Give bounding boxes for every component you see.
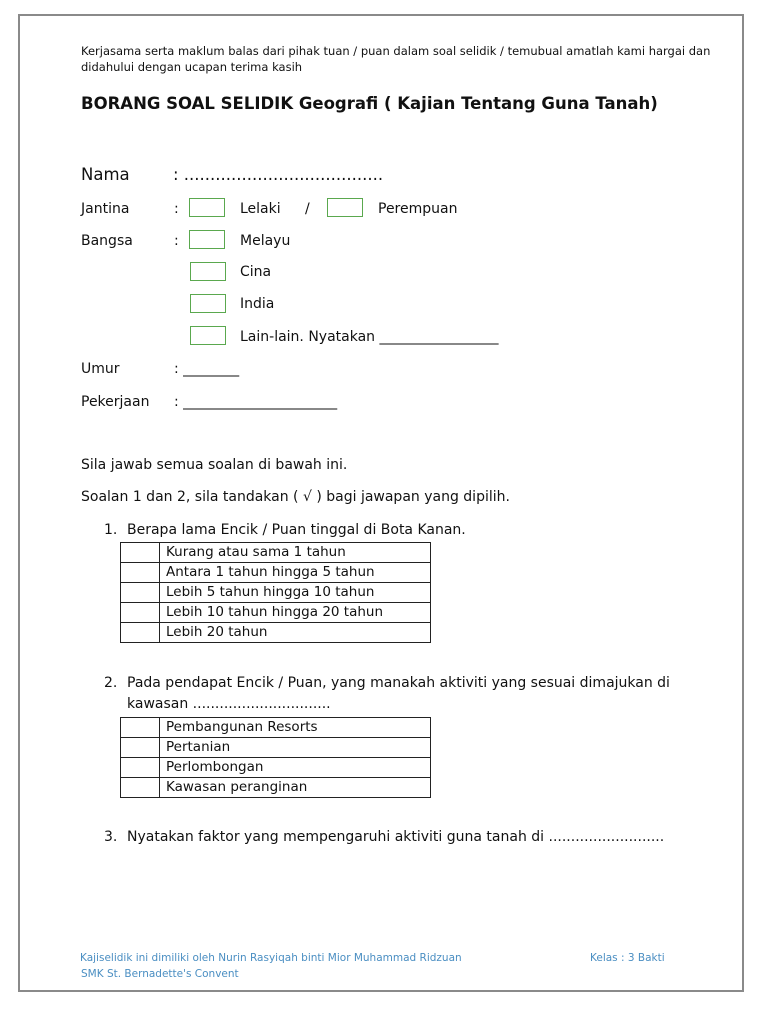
table-row	[121, 563, 431, 583]
footer-kelas: Kelas : 3 Bakti	[590, 952, 665, 964]
jantina-colon: :	[174, 201, 179, 217]
q2-option-2-mark[interactable]	[121, 738, 160, 758]
question-2-text-line-2: kawasan ...............................	[127, 696, 331, 712]
table-row	[121, 718, 431, 738]
perempuan-label: Perempuan	[378, 201, 458, 217]
gender-separator: /	[305, 201, 310, 217]
lain-lain-checkbox[interactable]	[190, 326, 226, 345]
bangsa-colon: :	[174, 233, 179, 249]
question-1-number: 1.	[104, 522, 118, 538]
q1-option-5-mark[interactable]	[121, 623, 160, 643]
pekerjaan-label: Pekerjaan	[81, 394, 150, 410]
q1-option-3-mark[interactable]	[121, 583, 160, 603]
nama-field[interactable]: : ......................................	[173, 165, 384, 184]
q1-option-4-label: Lebih 10 tahun hingga 20 tahun	[160, 603, 431, 623]
umur-field[interactable]: : ________	[174, 361, 240, 377]
q1-option-2-label: Antara 1 tahun hingga 5 tahun	[160, 563, 431, 583]
cina-label: Cina	[240, 264, 272, 280]
q1-option-5-label: Lebih 20 tahun	[160, 623, 431, 643]
q2-option-4-mark[interactable]	[121, 778, 160, 798]
melayu-label: Melayu	[240, 233, 291, 249]
lelaki-checkbox[interactable]	[189, 198, 225, 217]
q2-option-4-label: Kawasan peranginan	[160, 778, 431, 798]
question-2-text-line-1: Pada pendapat Encik / Puan, yang manakah aktiviti yang sesuai dimajukan di	[127, 675, 670, 691]
instruction-line-1: Sila jawab semua soalan di bawah ini.	[81, 457, 348, 473]
question-2-table	[120, 717, 431, 798]
table-row	[121, 603, 431, 623]
india-checkbox[interactable]	[190, 294, 226, 313]
jantina-label: Jantina	[81, 201, 130, 217]
q2-option-1-mark[interactable]	[121, 718, 160, 738]
question-1-table	[120, 542, 431, 643]
table-row	[121, 583, 431, 603]
cina-checkbox[interactable]	[190, 262, 226, 281]
table-row	[121, 758, 431, 778]
q1-option-1-label: Kurang atau sama 1 tahun	[160, 543, 431, 563]
melayu-checkbox[interactable]	[189, 230, 225, 249]
q1-option-3-label: Lebih 5 tahun hingga 10 tahun	[160, 583, 431, 603]
nama-label: Nama	[81, 165, 130, 184]
table-row	[121, 543, 431, 563]
q2-option-1-label: Pembangunan Resorts	[160, 718, 431, 738]
instruction-line-2: Soalan 1 dan 2, sila tandakan ( √ ) bagi jawapan yang dipilih.	[81, 489, 510, 505]
question-3-number: 3.	[104, 829, 118, 845]
q1-option-1-mark[interactable]	[121, 543, 160, 563]
lelaki-label: Lelaki	[240, 201, 281, 217]
q1-option-2-mark[interactable]	[121, 563, 160, 583]
pekerjaan-field[interactable]: : ______________________	[174, 394, 338, 410]
perempuan-checkbox[interactable]	[327, 198, 363, 217]
india-label: India	[240, 296, 275, 312]
q1-option-4-mark[interactable]	[121, 603, 160, 623]
table-row	[121, 738, 431, 758]
q2-option-3-label: Perlombongan	[160, 758, 431, 778]
umur-label: Umur	[81, 361, 120, 377]
bangsa-label: Bangsa	[81, 233, 133, 249]
q2-option-2-label: Pertanian	[160, 738, 431, 758]
lain-lain-field[interactable]: Lain-lain. Nyatakan _________________	[240, 329, 499, 345]
question-2-number: 2.	[104, 675, 118, 691]
form-title: BORANG SOAL SELIDIK Geografi ( Kajian Tentang Guna Tanah)	[81, 94, 658, 113]
table-row	[121, 623, 431, 643]
q2-option-3-mark[interactable]	[121, 758, 160, 778]
footer-owner: Kajiselidik ini dimiliki oleh Nurin Rasyiqah binti Mior Muhammad Ridzuan	[80, 952, 462, 964]
footer-school: SMK St. Bernadette's Convent	[81, 968, 239, 980]
question-1-text: Berapa lama Encik / Puan tinggal di Bota Kanan.	[127, 522, 466, 538]
table-row	[121, 778, 431, 798]
question-3-text[interactable]: Nyatakan faktor yang mempengaruhi aktiviti guna tanah di ..........................	[127, 829, 665, 845]
intro-text: Kerjasama serta maklum balas dari pihak tuan / puan dalam soal selidik / temubual amatlah kami hargai dan didahului dengan ucapan terima kasih	[81, 44, 711, 74]
